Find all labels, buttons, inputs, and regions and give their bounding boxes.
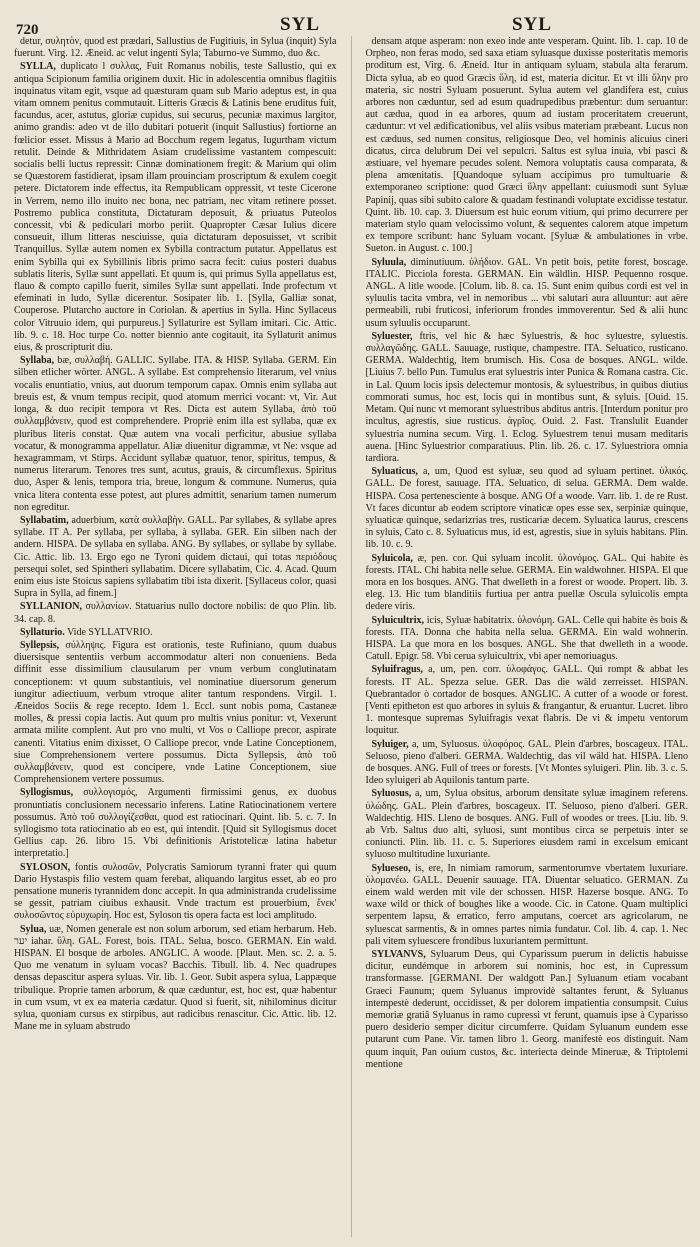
entry-text: detur, συλητὸν, quod est prædari, Sallustius de Fugitiuis, in Sylua (inquit) Syla fuerunt. Virg. 12. Æneid. ac velut ingenti Syla; Taburno-ve Summo, duo &c.: [14, 36, 337, 60]
entry-lemma: Syluester,: [371, 330, 413, 342]
entry-text: Syluarum Deus, qui Cyparissum puerum in delictis habuisse dicitur, eundémque in arborem sui nominis, hoc est, in Cupressum transformasse. [GERMANI. Der waldgott Pan.] Syluanum etiam vocabant Graeci Faunum; quem Syluanus improvidè saltantes ferunt, & Syluanus intempestè dederunt, occidisset, & per dolorem impatientia consumpsit. Cuius memoriæ gratiâ Syluanus in ramo cupressi vt ferunt, quamuis ipse à Cyparisso puero desiderio semper dicitur circumferre. Quidam Syluanum eundem esse putarunt cum Pane. Vir. tamen libro 1. Georg. manifestè eos distinguit. Nam quum inquit, Pan ouium custos, &c. interiecta deinde Mineruæ, & Triptolemi mentione: [365, 949, 688, 1070]
entry-text: ftris, vel hic & hæc Syluestris, & hoc syluestre, syluestis. συλλαγῶδης. GALL. Sauuage, rustique, champestre. ITA. Seluatico, rusticano. GERMA. Waldechtig, ltem brumisch. His. Cosa de bosques. ANGL. wilde. [Liuius 7. bello Pun. Tumulus erat syluestris inter Punica & Romana castra. Cic. in Lal. Quum locis ipsis delectemur montosis, & syluestribus, in quibus diutius commorati sumus, hoc est, locis qui in montibus sunt, & syluis. [Ouid. 15. Metam. Qui nunc vt memorant syluestribus abditus antris. [Interdum ponitur pro incultus, agrestis, siue rusticus. ἀγρῖος. Ouid. 2. Fast. Translulit Euander syluestria numina secum. Virg. 1. Eclog. Syluestrem tenui musam meditaris auena. [Hinc Syluestrior comparatiuus. Plin. lib. 26. c. 17. Syluestriora omnia tardiora.: [365, 330, 688, 464]
dictionary-entry: [366, 36, 689, 256]
entry-lemma: SYLLA,: [20, 61, 56, 73]
dictionary-entry: [366, 615, 689, 664]
dictionary-entry: [366, 257, 689, 330]
entry-text: uæ, Nomen generale est non solum arborum, sed etiam herbarum. Heb. יער iahar. ὕλη. GAL. Forest, bois. ITAL. Selua, bosco. GERMAN. Ein wald. HISPAN. El bosque de arboles. ANGLIC. A woode. [Plaut. Men. sc. 2. a. 5. Quo me venatum in syluam vocas? Bacchis. Tibull. lib. 4. Nec quadrupes densas depascitur aspera syluas. Vir. lib. 1. Geor. Subit aspera sylua, Lappæque tribulique. Proprie tamen arborum, & quæ cæduntur, est, hoc est, quæ habentur in cum vsum, vt ex ea materia cædatur. Quod si fuerit, sit, nihilominus dicitur sylua, quoniam cursus ex stirpibus, aut radicibus renascitur. Cic. Attic. lib. 12. Mane me in syluam abstrudo: [14, 923, 337, 1033]
entry-text: diminutiuum. ὑλήδιον. GAL. Vn petit bois, petite forest, boscage. ITALIC. Picciola foresta. GERMAN. Ein wäldlin. HISP. Pequenno rosque. ANGL. A litle woode. [Colum. lib. 8. ca. 15. Sunt enim quibus cordi est vel in syluulis tacita vmbra, vel in nemoribus ... vbi salutari aura alluuntur: aut aëre permeabili, rubi fruticosi, inferiorum frondes immoverentur. Sed & alii hunc usum syluulis occuparunt.: [365, 256, 688, 329]
entry-text: is, ere, In nimiam ramorum, sarmentorumve vbertatem luxuriare. ὑλομανέω. GALL. Deuenir sauuage. ITA. Diuentar seluatico. GERMAN. Zu einem wald werden mit vile der schossen. HISP. Hazerse bosque. ANG. To waxe wild or thick of boughes like a woode. Cic. in Catone. Quam multiplici serpentem lapsu, & erratico, ferro amputans, coercet ars agricolarum, ne syluescat sarmentis, & in omnes partes nimia fundatur. Col. lib. 4. cap. 1. Nec pali vitem syluescere frondibus luxuriantem permittunt.: [365, 862, 688, 947]
dictionary-entry: [14, 640, 337, 786]
column-divider: [351, 36, 352, 1237]
entry-text: σύλληψις. Figura est orationis, teste Rufiniano, quum duabus diuersisque sententiis verbum accommodatur alteri non conueniens. Beda diffinit esse dissimilium clausularum per vnum verbum conglutinatam conceptionem: vt quum substantiuis, vel nominatiue diuersorum generum iungitur adiectiuum, verbum vtroque aliter tantum respondens. Virgil. 1. Æneidos Sociis & rege recepto. Idem 1. Eccl. sunt nobis poma, Castaneæ molles, & pressi copia lactis. Aut quum pro multis vnius ponitur: vt, Vexerunt armata milite complent. Aut pro vno multi, vt Vos o Calliope precor, aspirate canenti. Vitatius enim dixisset, O Calliope precor, vnde Latine Conceptionem, siue Comprehensionem vertere possumus. Dicta Syllepsis, ἀπὸ τοῦ συλλαμβάνειν, quod est concipere, vnde Latine Conceptionem, siue Comprehensionem vertere possumus.: [14, 639, 337, 786]
entry-lemma: Syluula,: [371, 256, 407, 268]
running-head-right: SYL: [512, 14, 552, 35]
dictionary-entry: [14, 924, 337, 1034]
entry-text: συλλανίων. Statuarius nullo doctore nobilis: de quo Plin. lib. 34. cap. 8.: [14, 601, 337, 625]
entry-lemma: Syluosus,: [371, 788, 412, 800]
entry-lemma: Syluicola,: [371, 552, 413, 564]
entry-lemma: Syllaba,: [20, 355, 55, 367]
entry-lemma: SYLOSON,: [20, 861, 71, 873]
dictionary-entry: [366, 466, 689, 551]
dictionary-entry: [366, 553, 689, 614]
entry-text: aduerbium, κατὰ συλλαβὴν. GALL. Par syllabes, & syllabe apres syllabe. IT A. Per syllaba, per syllaba, à syllaba. GER. Ein silben nach der andern. HISPA. De syllaba en syllaba. ANG. By syllabes, or syllabe by syllabe. Cic. Attic. lib. 13. Ergo ego ne Tyroni quidem dictaui, qui totas περιόδους persequi solet, sed Spintheri syllabatim. Dicere syllabatim, Cic. 4. Acad. Quum enim eius iste Stoicus sapiens syllabatim tibi ista dixerit. [Syllaceus color, quasi Supra in Sylla, ad finem.]: [14, 514, 337, 600]
dictionary-entry: [14, 601, 337, 625]
page-header: [12, 8, 686, 38]
left-column: [14, 36, 337, 1237]
entry-lemma: SYLLANION,: [20, 601, 82, 613]
dictionary-entry: [14, 355, 337, 514]
dictionary-entry: [366, 331, 689, 465]
entry-lemma: Syluifragus,: [371, 664, 423, 676]
entry-lemma: Sylua,: [20, 923, 47, 935]
entry-text: icis, Syluæ habitatrix. ὑλονόμη. GAL. Celle qui habite ès bois & forests. ITA. Donna che habita nella selua. GERMA. Ein wald wohnerin. HISPA. La que mora en los bosques. ANGL. She that dwelleth in a woode. Catull. Epigr. 58. Vbi cerua syluicultrix, vbi aper nemoriuagus.: [365, 614, 688, 663]
entry-text: duplicato l συλλας, Fuit Romanus nobilis, teste Sallustio, qui ex antiqua Scipionum familia originem duxit. Hic in adolescentia omnibus flagitiis inquinatus vitam egit, vsque ad quæsturam quam sub Mario adeptus est, in qua vitam omnem penitus commutauit. Litteris Græcis & Latinis bene eruditus fuit, facundus, acer, astutus, gloriæ cupidus, sui securus, pecuniæ maximus largitor, animo grandis: adeo vt de illo dubitari potuerit (inquit Sallustius) fortiorne an fœlicior esset. Missus à Mario ad Bocchum regem legatus, Iugurtham victum retulit. Deinde & Mithridatem Asiam crudelissime vastantem compescuit: socialis belli luctus repressit: Cinnæ dominationem fregit: & Marium qui olim se Quæstorem fastidierat, ipsam illam prouinciam proscriptum & exulem coegit petere. Dictatorem inde effectus, ita Rempublicam oppressit, vt teste Cicerone in Verrem, nemo illo inuito nec bona, nec patriam, nec vitam retinere posset. Postremo publica constituta, Dictaturam deposuit, & priuatus Puteolos concessit, vbi & pediculari morbo periit. Quapropter Cæsar Iulius dicere consueuit, illum litteras nesciuisse, quia dictaturam deposuisset, vt scribit Tranquillus. Syllæ autem nomen ex Sybilla contractum putatur. Appellatus est enim Sybilla qui ex Sybillinis libris primo sacra fecit: cuius posteri duabus sublatis literis, Syllæ sunt appellati. Et quum is, qui primus Sylla appellatus est, flauo & compto capillo fuerit, similes Syllæ sunt appellati. Inde profectum vt efeminati in ludo, Syllæ dicerentur. Sosipater lib. 1. [Sylla, Galliæ sonat, Couperose. Plutarcho auctore in Coriolan. & apertius in Sylla. Hinc Syllaceus color Vitruuio idem, qui purpureus.] Syllaturire est Syllam imitari. Cic. Attic. lib. 9. c. 18. Hoc turpe Co. notter biennio ante cogitauit, ita Syllaturit animus eius, & proscripturit diu.: [14, 61, 337, 354]
dictionary-entry: [366, 949, 689, 1071]
entry-text: συλλογισμός, Argumenti firmissimi genus, ex duobus pronuntiatis conclusionem necessario inferens. Latine Ratiocinationem vertere possumus. Ἀπὸ τοῦ συλλογίζεσθαι, quod est ratiocinari. Quint. lib. 5. c. 7. In syllogismo tota ratiocinatio ab eo est, qui intendit. [Quid sit Syllogismus docet Gellius cap. 26. libro 15. Vbi definitionis Aristotelicæ latina habetur interpretatio.]: [14, 787, 337, 860]
entry-text: Vide SYLLATVRIO.: [67, 626, 153, 638]
entry-text: bæ, συλλαβή. GALLIC. Syllabe. ITA. & HISP. Syllaba. GERM. Ein silben etlicher wörter. ANGL. A syllabe. Est comprehensio literarum, vel vnius vocalis enuntiatio, vnius, aut duorum temporum capax. Omnis enim syllaba aut breuis est, & vnum tempus recipit, quod atomum merrici vocant: vt, Vir. Aut longa, & duo recipit tempora vt Res. Dicta est autem Syllaba, ἀπὸ τοῦ συλλαμβάνειν, quod est comprehendere. Propriè enim illa est syllaba, quæ ex pluribus literis constat. Quæ autem vna vocali perficitur, abusiue syllaba vocatur, & monogramma appellatur. Aliæ diuenitur digrammæ, vt Ne: vsque ad hexagrammam, vt Stirps. Accidunt syllabæ quatuor, tenor, spiritus, tempus, & numerus literarum. Tenores tres sunt, acutus, grauis, & circumflexus. Spiritus duo, Asper & lenis, tempora tria, breue, longum & commune. Numerus, quia vnica litera contenta esse potest, aut plures admittit, senarium tamen numerum non egreditur.: [14, 355, 337, 513]
text-columns: [14, 36, 688, 1237]
dictionary-entry: [366, 739, 689, 788]
entry-lemma: Syllogismus,: [20, 787, 74, 799]
dictionary-entry: [14, 61, 337, 354]
running-head-left: SYL: [280, 14, 320, 35]
dictionary-entry: [14, 787, 337, 860]
dictionary-entry: [14, 36, 337, 60]
page-number: 720: [16, 22, 39, 38]
dictionary-entry: [366, 664, 689, 737]
entry-lemma: Syllaturio.: [20, 626, 65, 638]
dictionary-entry: [14, 627, 337, 639]
entry-text: a, um, Sylua obsitus, arborum densitate syluæ imaginem referens. ὑλώδης. GAL. Plein d'arbres, boscageux. IT. Seluoso, pieno d'alberi. GER. Waldechtig. HIS. Lleno de bosques. ANG. Full of woodes or trees. [Liu. lib. 9. ab Vrb. Saltus duo alti, syluosi, sunt montibus circa se perpetuis inter se coniuncti. Plin. lib. 11. c. 5. Superiores eiusdem rami in excelsum emicant syluoso multitudine luxuriante.: [365, 788, 688, 861]
entry-text: densam atque asperam: non exeo inde ante vesperam. Quint. lib. 1. cap. 10 de Orpheo, non feras modo, sed saxa etiam syluasque duxisse posteritatis memoris proditum est, Virg. 6. Æneid. Itur in antiquam syluam, stabula alta ferarum. Dicta sylua, ab eo quod Græcis ὕλη, id est, materia dicitur. Et vt illi ὕλην pro materia, sic nostri Syluam posuerunt. Sylua autem vel glandifera est, cuius arbores non cæduntur, sed ad esum quadrupedibus præbentur: dum seruantur: aut cædua, quod in ea arbores, quum ad iustam proceritatem creuerunt, cæduntur: vt vel ædificationibus, vel aliis vsibus materiam præbeant. Lucus non est cæduus, sed numen consitus, religiosque Deo, vel hominis alicuius cineri dicatus, circa delubrum Dei vel sepulcri. Saltus est sylua inuia, vbi pasci & æstiuare, vel hyemare pecudes solent. Nemora voluptatis causa comparata, & plena amœnitatis. [Quandoque syluam accipimus pro tumultuarie & extemporaneo scriptione: quod Græci ὕλην appellant: cuiusmodi sunt Syluæ Papinij, quas sibi subito calore & quadam festinandi voluptate excidisse testatur. Quint. lib. 10. cap. 3. Diuersum est huic eorum vitium, qui primo decurrere per materiam stylo quam velocissimo volunt, & sequentes calorem atque impetum ex tempore scribunt: hanc Syluam vocant. [Syluæ & ambulationes in vrbe. Sueton. in August. c. 100.]: [365, 36, 688, 255]
entry-lemma: Syllabatim,: [20, 514, 69, 526]
dictionary-entry: [14, 862, 337, 923]
entry-lemma: Syluiger,: [371, 738, 409, 750]
entry-lemma: Syluicultrix,: [371, 614, 425, 626]
entry-text: æ, pen. cor. Qui syluam incolit. ὑλονόμος. GAL. Qui habite ès forests. ITAL. Chi habita nelle selue. GERMA. Ein waldwohner. HISPA. El que mora en los bosques. ANG. That dwelleth in a forest or woode. Propert. lib. 3. eleg. 13. Hic tum blanditiis furtiua per antra puellæ Oscula syluicolis empta dedere viris.: [365, 552, 688, 613]
entry-text: a, um, pen. corr. ὑλοφάγος. GALL. Qui rompt & abbat les forests. IT AL. Spezza selue. GER. Das die wäld zerreisset. HISPAN. Quebrantador ò cortador de bosques. ANGLIC. A cutter of a woode or forest. [Venti epitheton est quo arbores in syluis & frangantur, & eruantur. Lucret. libro 1. montesque supremas Syluifragis vexat flabris. De vi & impetu ventorum loquitur.: [365, 664, 688, 737]
entry-text: fontis συλοσῶν, Polycratis Samiorum tyranni frater qui quum Dario Hystaspis filio vestem quam ferebat, aliquando largitus esset, ab eo pro pensatione muneris tyrannidem donc accepit. In qua administranda crudelissime se gessit, patriam ciuibus exhausit. Vnde tractum est prouerbium, ἕνεκ' συλοσῶντος εὐρυχωρίη. Hoc est, Syloson tis opera facta est loci amplitudo.: [14, 861, 337, 922]
dictionary-entry: [366, 788, 689, 861]
entry-text: a, um, Quod est syluæ, seu quod ad syluam pertinet. ὑλικός. GALL. De forest, sauuage. ITA. Seluatico, di selua. GERMA. Dem walde. HISPA. Cosa pertenesciente à bosque. ANG Of a woode. Varr. lib. 1. de re Rust. Vt faces dicuntur ab eodem scriptore vinaticæ opes esse sex, serpiniæ quinque, syluaticæ quinque, sedarizrias tres, rusticariæ decem. Syluatica laurus, crescens in syluis, Cato c. 8. Syluaticus mus, id est, agrestis, siue in syluis habitans. Plin. lib. 10. c. 9.: [365, 466, 688, 551]
entry-lemma: SYLVANVS,: [371, 949, 426, 961]
entry-lemma: Sylueseo,: [371, 862, 411, 874]
entry-lemma: Syluaticus,: [371, 466, 418, 478]
dictionary-entry: [366, 863, 689, 948]
dictionary-entry: [14, 515, 337, 600]
entry-text: a, um, Syluosus. ὑλοφόρος. GAL. Plein d'arbres, boscageux. ITAL. Seluoso, pieno d'alberi. GERMA. Waldechtig, das vil wäld hat. HISPA. Lleno de bosques. ANG. Full of trees or forests. [Vt Montes syluigeri. Plin. lib. 3. c. 5. Ideo syluigeri ab Aquilonis tantum parte.: [365, 738, 688, 787]
entry-lemma: Syllepsis,: [20, 639, 60, 651]
right-column: [366, 36, 689, 1237]
